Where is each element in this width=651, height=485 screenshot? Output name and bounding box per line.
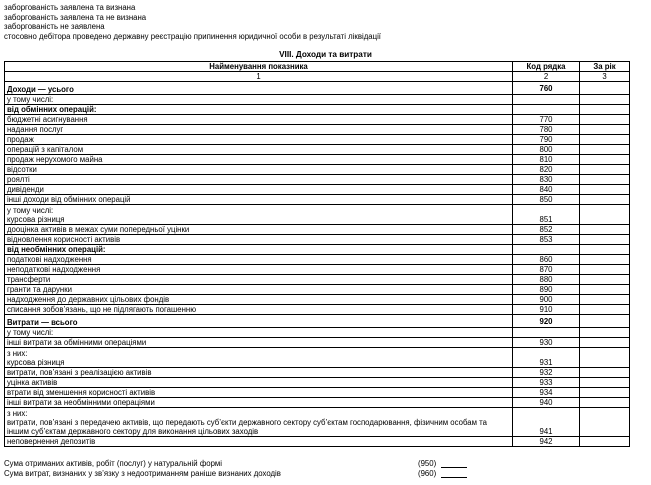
table-row — [5, 125, 630, 135]
row-value[interactable] — [580, 205, 630, 225]
row-code: 933 — [513, 378, 580, 388]
row-code: 760 — [513, 82, 580, 95]
row-name: роялті — [5, 175, 513, 185]
row-value[interactable] — [580, 255, 630, 265]
row-name: інші витрати за обмінними операціями — [5, 338, 513, 348]
table-row — [5, 388, 630, 398]
table-row — [5, 195, 630, 205]
row-name: списання зобов’язань, що не підлягають погашенню — [5, 305, 513, 315]
table-row — [5, 205, 630, 225]
row-value[interactable] — [580, 328, 630, 338]
table-row — [5, 398, 630, 408]
table-row — [5, 135, 630, 145]
row-name: бюджетні асигнування — [5, 115, 513, 125]
table-row — [5, 155, 630, 165]
row-value[interactable] — [580, 235, 630, 245]
row-value[interactable] — [580, 135, 630, 145]
header-code: Код рядка — [513, 62, 580, 72]
table-body — [5, 82, 630, 447]
row-name: втрати від зменшення корисності активів — [5, 388, 513, 398]
footer-label: Сума отриманих активів, робіт (послуг) у натуральній формі — [4, 459, 223, 468]
row-name: відновлення корисності активів — [5, 235, 513, 245]
row-value[interactable] — [580, 338, 630, 348]
row-name: Витрати — всього — [5, 315, 513, 328]
row-code: 900 — [513, 295, 580, 305]
row-code — [513, 328, 580, 338]
table-row — [5, 165, 630, 175]
row-name: у тому числі: — [5, 95, 513, 105]
row-name: дивіденди — [5, 185, 513, 195]
row-value[interactable] — [580, 275, 630, 285]
row-code: 942 — [513, 437, 580, 447]
row-value[interactable] — [580, 315, 630, 328]
row-name: надання послуг — [5, 125, 513, 135]
row-code: 770 — [513, 115, 580, 125]
intro-line: заборгованість не заявлена — [4, 22, 105, 31]
header-name: Найменування показника — [5, 62, 513, 72]
footer-label: Сума витрат, визнаних у зв’язку з недоотриманням раніше визнаних доходів — [4, 469, 281, 478]
row-value[interactable] — [580, 437, 630, 447]
row-name: витрати, пов’язані з реалізацією активів — [5, 368, 513, 378]
intro-line: стосовно дебітора проведено державну реєстрацію припинення юридичної особи в результаті ліквідації — [4, 31, 381, 41]
table-row — [5, 285, 630, 295]
row-code: 851 — [513, 205, 580, 225]
row-name: з них: витрати, пов’язані з передачею активів, що передають суб’єкти державного сектору суб’єктам господарювання, фізичним особам та іншим суб’єктам державного сектору для виконання цільових заходів — [5, 408, 513, 437]
table-row — [5, 328, 630, 338]
table-row — [5, 408, 630, 437]
table-row — [5, 275, 630, 285]
row-value[interactable] — [580, 295, 630, 305]
footer-blank-line — [441, 467, 467, 468]
row-code: 840 — [513, 185, 580, 195]
table-row — [5, 105, 630, 115]
table-row — [5, 315, 630, 328]
table-row — [5, 437, 630, 447]
table-row — [5, 185, 630, 195]
row-code: 830 — [513, 175, 580, 185]
row-code: 940 — [513, 398, 580, 408]
row-code — [513, 95, 580, 105]
header-year: За рік — [580, 62, 630, 72]
row-value[interactable] — [580, 82, 630, 95]
intro-text — [4, 3, 381, 41]
header-row — [5, 62, 630, 72]
table-row — [5, 82, 630, 95]
row-name: у тому числі: — [5, 328, 513, 338]
table-row — [5, 225, 630, 235]
row-code: 810 — [513, 155, 580, 165]
row-value[interactable] — [580, 305, 630, 315]
row-name: неповернення депозитів — [5, 437, 513, 447]
table-row — [5, 245, 630, 255]
row-code: 870 — [513, 265, 580, 275]
footer-blank-line — [441, 477, 467, 478]
row-name: відсотки — [5, 165, 513, 175]
section-title: VIII. Доходи та витрати — [279, 50, 372, 59]
row-value[interactable] — [580, 155, 630, 165]
table-row — [5, 348, 630, 368]
intro-line: заборгованість заявлена та визнана — [4, 3, 136, 12]
row-value[interactable] — [580, 285, 630, 295]
row-name: операцій з капіталом — [5, 145, 513, 155]
row-value[interactable] — [580, 378, 630, 388]
table-row — [5, 235, 630, 245]
row-code: 920 — [513, 315, 580, 328]
row-code: 932 — [513, 368, 580, 378]
income-expenses-table — [4, 61, 630, 447]
row-name: надходження до державних цільових фондів — [5, 295, 513, 305]
row-name: уцінка активів — [5, 378, 513, 388]
row-value[interactable] — [580, 388, 630, 398]
row-value[interactable] — [580, 175, 630, 185]
row-name: трансферти — [5, 275, 513, 285]
table-row — [5, 295, 630, 305]
header-number: 2 — [513, 72, 580, 82]
row-name: від обмінних операцій: — [5, 105, 513, 115]
row-code: 910 — [513, 305, 580, 315]
row-value[interactable] — [580, 408, 630, 437]
row-name: податкові надходження — [5, 255, 513, 265]
row-value[interactable] — [580, 115, 630, 125]
row-name: неподаткові надходження — [5, 265, 513, 275]
row-value[interactable] — [580, 165, 630, 175]
row-name: інші доходи від обмінних операцій — [5, 195, 513, 205]
row-name: продаж нерухомого майна — [5, 155, 513, 165]
row-value[interactable] — [580, 95, 630, 105]
row-name: від необмінних операцій: — [5, 245, 513, 255]
row-value[interactable] — [580, 145, 630, 155]
table-row — [5, 115, 630, 125]
row-code — [513, 105, 580, 115]
row-value[interactable] — [580, 105, 630, 115]
row-code: 852 — [513, 225, 580, 235]
row-name: гранти та дарунки — [5, 285, 513, 295]
table-row — [5, 368, 630, 378]
row-name: з них: курсова різниця — [5, 348, 513, 368]
row-name: у тому числі: курсова різниця — [5, 205, 513, 225]
header-number: 3 — [580, 72, 630, 82]
row-value[interactable] — [580, 185, 630, 195]
intro-line: заборгованість заявлена та не визнана — [4, 12, 147, 22]
footer-row — [4, 469, 644, 479]
footer-row — [4, 459, 644, 469]
row-code: 820 — [513, 165, 580, 175]
row-value[interactable] — [580, 368, 630, 378]
table-row — [5, 145, 630, 155]
row-code — [513, 245, 580, 255]
table-row — [5, 305, 630, 315]
row-name: Доходи — усього — [5, 82, 513, 95]
row-code: 850 — [513, 195, 580, 205]
row-code: 800 — [513, 145, 580, 155]
footer-code: (950) — [418, 459, 437, 468]
footer — [4, 459, 644, 479]
row-code: 890 — [513, 285, 580, 295]
row-value[interactable] — [580, 195, 630, 205]
row-code: 941 — [513, 408, 580, 437]
footer-code: (960) — [418, 469, 437, 478]
table-row — [5, 338, 630, 348]
row-value[interactable] — [580, 245, 630, 255]
table-row — [5, 265, 630, 275]
row-code: 931 — [513, 348, 580, 368]
table-row — [5, 378, 630, 388]
row-value[interactable] — [580, 225, 630, 235]
row-value[interactable] — [580, 265, 630, 275]
table-row — [5, 95, 630, 105]
row-name: дооцінка активів в межах суми попередньої уцінки — [5, 225, 513, 235]
row-code: 934 — [513, 388, 580, 398]
row-code: 930 — [513, 338, 580, 348]
row-name: інші витрати за необмінними операціями — [5, 398, 513, 408]
row-value[interactable] — [580, 398, 630, 408]
row-code: 853 — [513, 235, 580, 245]
table-row — [5, 175, 630, 185]
row-code: 880 — [513, 275, 580, 285]
row-code: 860 — [513, 255, 580, 265]
header-numbers-row — [5, 72, 630, 82]
header-number: 1 — [5, 72, 513, 82]
row-code: 780 — [513, 125, 580, 135]
row-value[interactable] — [580, 348, 630, 368]
row-code: 790 — [513, 135, 580, 145]
row-value[interactable] — [580, 125, 630, 135]
table-row — [5, 255, 630, 265]
row-name: продаж — [5, 135, 513, 145]
